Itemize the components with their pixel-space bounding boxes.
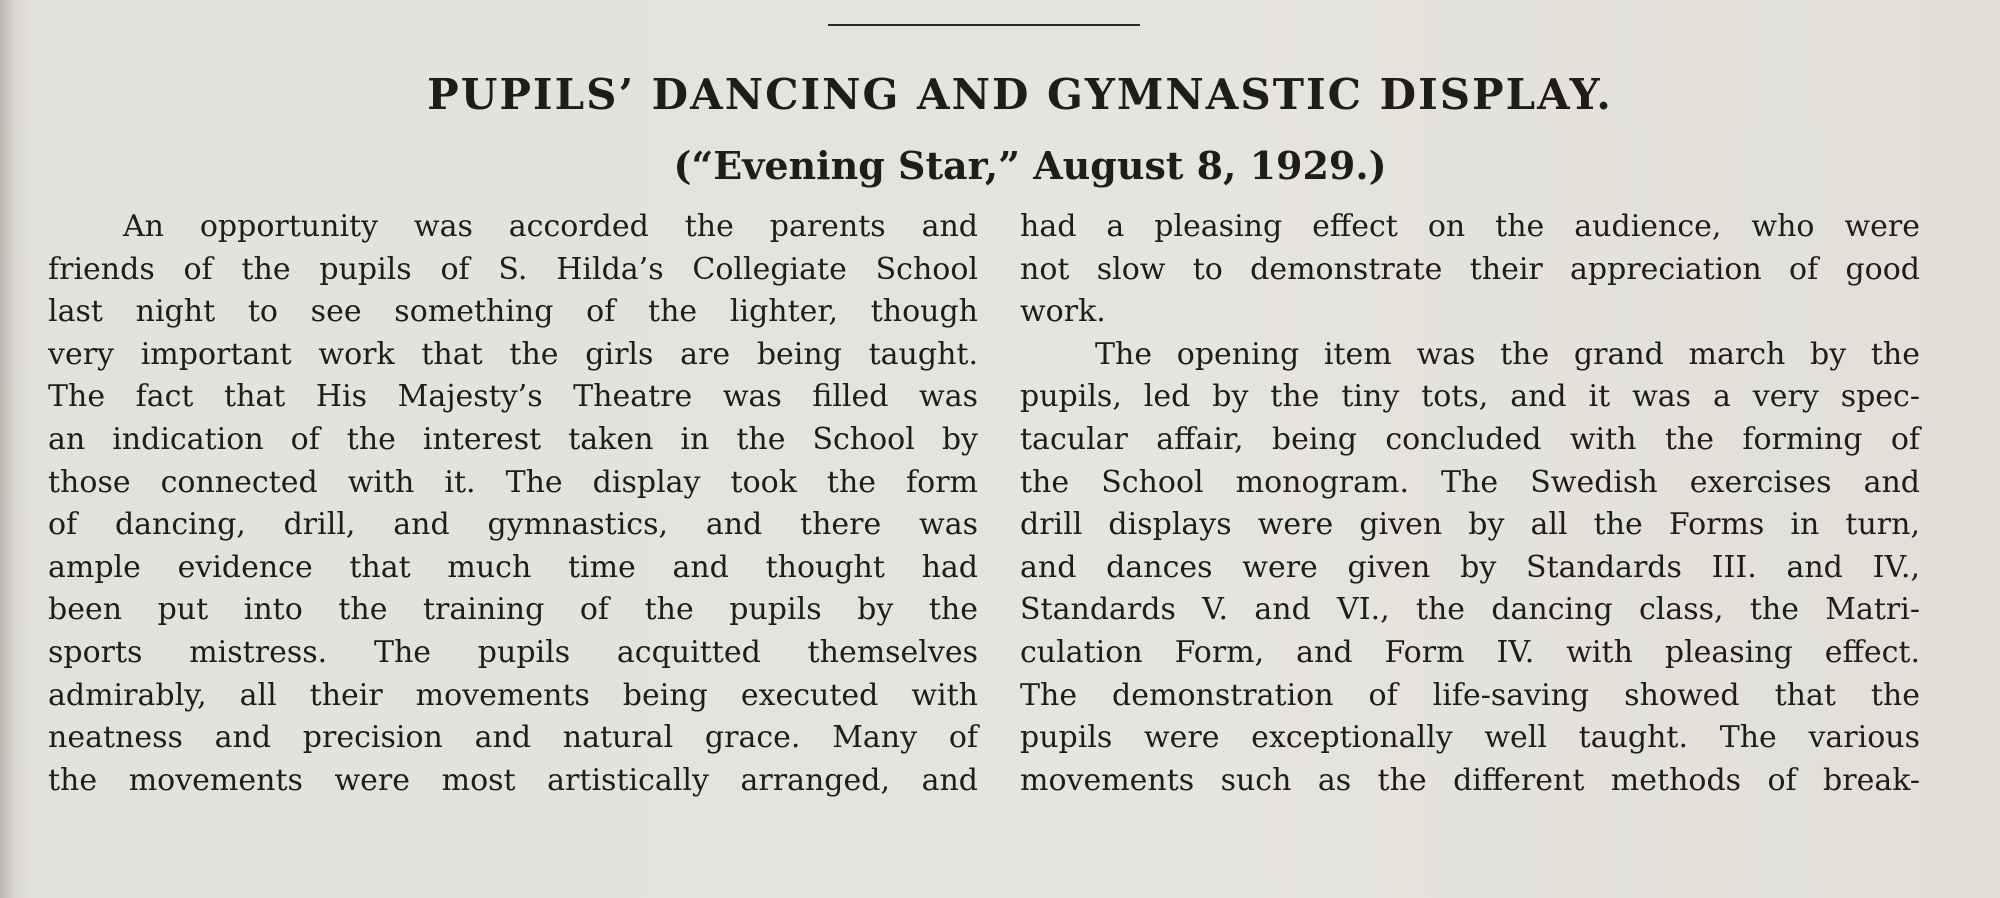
text-line: the School monogram. The Swedish exercises and <box>1020 464 1920 500</box>
article-title: PUPILS’ DANCING AND GYMNASTIC DISPLAY. <box>427 70 1613 119</box>
text-line: movements such as the different methods of break- <box>1020 762 1920 798</box>
text-line: of dancing, drill, and gymnastics, and there was <box>48 507 978 543</box>
text-line: had a pleasing effect on the audience, who were <box>1020 209 1920 244</box>
text-line: sports mistress. The pupils acquitted themselves <box>48 634 978 670</box>
text-line: an indication of the interest taken in the School by <box>48 421 978 457</box>
text-line: work. <box>1020 294 1106 330</box>
text-line: pupils, led by the tiny tots, and it was a very spec- <box>1020 379 1920 415</box>
text-line: very important work that the girls are being taught. <box>48 336 978 372</box>
text-line: The opening item was the grand march by the <box>1095 336 1920 372</box>
top-rule <box>828 24 1140 26</box>
text-line: admirably, all their movements being executed with <box>48 677 978 713</box>
page-edge-shadow <box>0 0 14 898</box>
text-line: The demonstration of life-saving showed that the <box>1020 677 1920 713</box>
text-line: not slow to demonstrate their appreciation of good <box>1020 251 1920 287</box>
left-column <box>48 206 978 802</box>
text-line: friends of the pupils of S. Hilda’s Collegiate School <box>48 251 978 287</box>
text-line: last night to see something of the lighter, though <box>48 294 978 330</box>
text-line: tacular affair, being concluded with the forming of <box>1020 421 1920 457</box>
text-line: those connected with it. The display took the form <box>48 464 978 500</box>
text-line: culation Form, and Form IV. with pleasing effect. <box>1020 634 1920 670</box>
text-line: drill displays were given by all the Forms in turn, <box>1020 507 1920 543</box>
text-line: ample evidence that much time and thought had <box>48 549 978 585</box>
text-line: neatness and precision and natural grace. Many of <box>48 720 978 756</box>
text-line: been put into the training of the pupils by the <box>48 592 978 628</box>
text-line: the movements were most artistically arranged, and <box>48 762 978 798</box>
text-line: Standards V. and VI., the dancing class, the Matri- <box>1020 592 1920 628</box>
text-line: and dances were given by Standards III. and IV., <box>1020 549 1920 585</box>
article-subtitle: (“Evening Star,” August 8, 1929.) <box>673 143 1387 188</box>
text-line: An opportunity was accorded the parents and <box>123 209 978 244</box>
right-column <box>1020 206 1920 802</box>
text-line: pupils were exceptionally well taught. The various <box>1020 720 1920 756</box>
text-line: The fact that His Majesty’s Theatre was filled was <box>48 379 978 415</box>
